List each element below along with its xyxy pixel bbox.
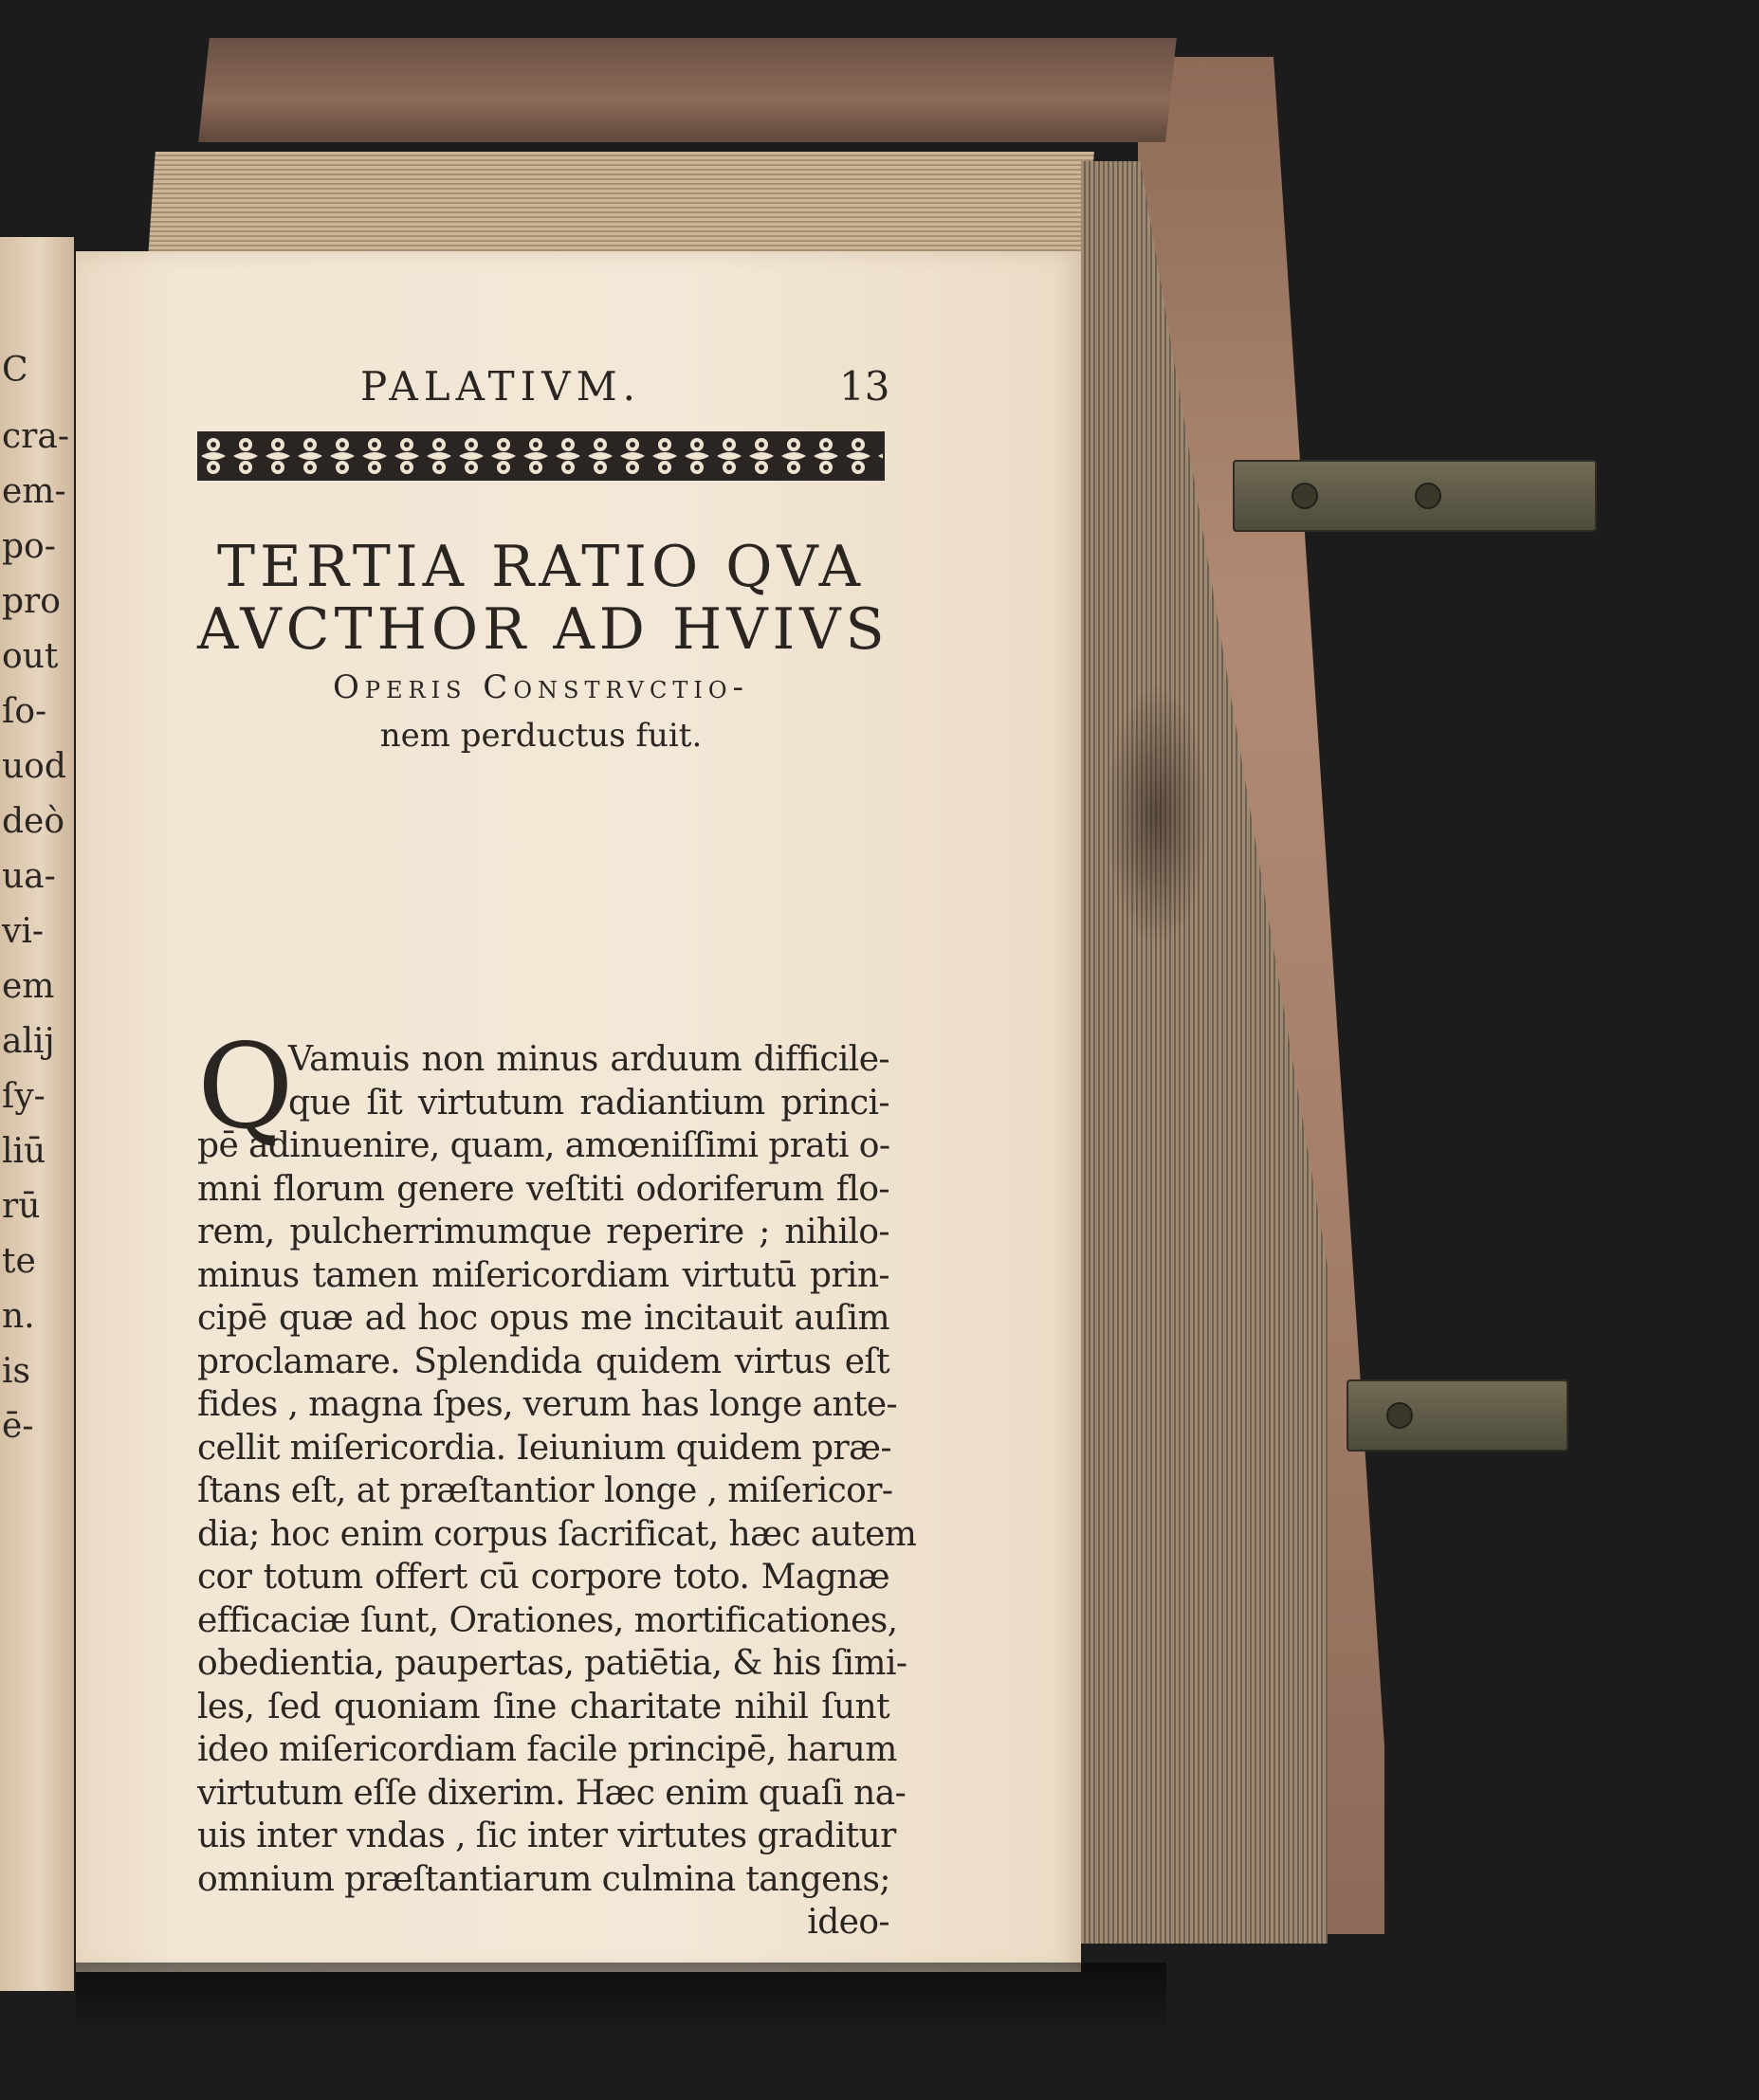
left-page-line: ua- <box>2 857 56 896</box>
catchword: ideo- <box>807 1903 889 1942</box>
left-page-line: pro <box>2 582 61 621</box>
text-line: les, ſed quoniam ſine charitate nihil ſunt <box>197 1687 889 1726</box>
text-line: minus tamen miſericordiam virtutū prin- <box>197 1255 889 1295</box>
text-line: Vamuis non minus arduum difficile- <box>288 1040 889 1079</box>
lower-clasp <box>1347 1379 1568 1452</box>
text-line: cipē quæ ad hoc opus me incitauit auſim <box>197 1299 889 1338</box>
left-page-line: is <box>2 1352 30 1391</box>
page-header <box>360 363 920 420</box>
left-page-line: vi- <box>2 912 45 951</box>
left-page-line: te <box>2 1242 36 1281</box>
page-block-fore-edge <box>1081 161 1328 1944</box>
left-page-line: alij <box>2 1022 55 1061</box>
text-line: virtutum eſſe dixerim. Hæc enim quaſi na- <box>197 1773 907 1813</box>
text-line: cellit miſericordia. Ieiunium quidem præ- <box>197 1428 891 1468</box>
left-page-line: po- <box>2 527 56 566</box>
left-page-line: C <box>2 351 28 390</box>
left-page-line: n. <box>2 1297 35 1336</box>
running-head: PALATIVM. <box>360 363 641 410</box>
title-line: TERTIA RATIO QVA <box>216 534 866 600</box>
fore-edge-inscription <box>1105 683 1209 948</box>
left-page-line: ſo- <box>2 692 47 731</box>
page-number: 13 <box>839 363 890 410</box>
ornamental-headpiece <box>197 431 885 481</box>
text-line: uis inter vndas , ſic inter virtutes graditur <box>197 1817 896 1855</box>
left-page-line: cra- <box>2 417 69 456</box>
left-page-line: em <box>2 967 55 1006</box>
left-page-line: liū <box>2 1132 46 1171</box>
clasp-rivet <box>1292 483 1318 509</box>
page-block-top-edge <box>148 152 1094 256</box>
drop-cap: Q <box>197 1019 294 1156</box>
text-line: omnium præſtantiarum culmina tangens; <box>197 1859 890 1899</box>
text-line: rem, pulcherrimumque reperire ; nihilo- <box>197 1213 889 1251</box>
text-line: fides , magna ſpes, verum has longe ante- <box>197 1385 898 1424</box>
ornament-pattern <box>197 431 885 481</box>
chapter-title <box>197 534 889 758</box>
upper-clasp <box>1233 460 1597 532</box>
book-spine-top <box>198 38 1177 142</box>
left-page-line: uod <box>2 747 66 786</box>
left-page-line: deò <box>2 802 65 841</box>
text-line: cor totum offert cū corpore toto. Magnæ <box>197 1558 889 1597</box>
text-line: efficaciæ ſunt, Orationes, mortificationes, <box>197 1600 898 1640</box>
title-line: nem perductus fuit. <box>379 717 703 755</box>
body-text <box>197 1038 917 1945</box>
text-line: ſtans eſt, at præſtantior longe , miſericor- <box>197 1471 893 1510</box>
left-page-line: em- <box>2 472 66 511</box>
text-line: que ſit virtutum radiantium princi- <box>288 1083 889 1123</box>
right-page <box>76 251 1081 1972</box>
clasp-rivet <box>1386 1402 1413 1429</box>
left-page-fragment <box>0 237 74 1991</box>
title-line: AVCTHOR AD HVIVS <box>197 596 889 663</box>
page-bottom-shadow <box>76 1963 1166 2038</box>
left-page-line: rū <box>2 1187 41 1226</box>
clasp-rivet <box>1415 483 1441 509</box>
text-line: dia; hoc enim corpus ſacrificat, hæc autem <box>197 1514 917 1554</box>
left-page-line: out <box>2 637 59 676</box>
left-page-line: ē- <box>2 1407 34 1446</box>
left-page-line: ſy- <box>2 1077 46 1116</box>
title-line: Operis Constrvctio- <box>332 668 750 706</box>
text-line: obedientia, paupertas, patiētia, & his ſimi- <box>197 1644 907 1683</box>
text-line: ideo miſericordiam facile principē, harum <box>197 1730 897 1769</box>
text-line: proclamare. Splendida quidem virtus eſt <box>197 1342 889 1381</box>
text-line: pē adinuenire, quam, amœniſſimi prati o- <box>197 1126 890 1165</box>
text-line: mni florum genere veſtiti odoriferum flo- <box>197 1169 889 1209</box>
